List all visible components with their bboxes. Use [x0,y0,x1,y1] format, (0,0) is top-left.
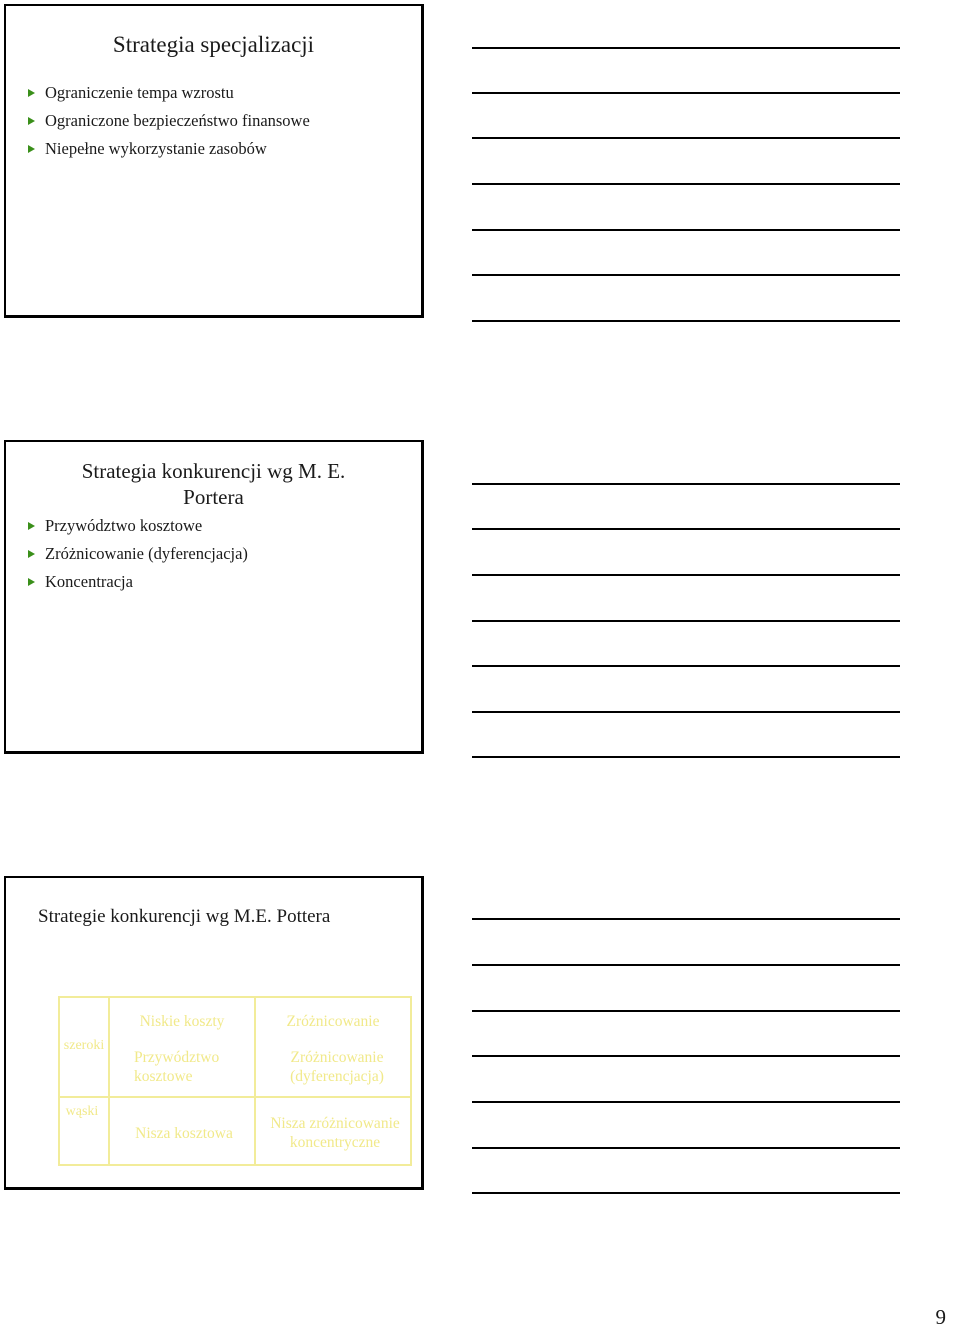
slide-2-title: Strategia konkurencji wg M. E. Portera [81,459,346,509]
note-line [472,137,900,139]
arrow-bullet-icon [28,521,36,531]
note-line [472,1147,900,1149]
note-line [472,756,900,758]
note-line [472,483,900,485]
slide-1 [4,4,424,318]
note-line [472,320,900,322]
page-number: 9 [935,1305,946,1329]
matrix-cell: Nisza kosztowa [135,1125,233,1142]
row-header: wąski [65,1104,99,1119]
list-item: Przywództwo kosztowe [28,512,248,540]
note-line [472,274,900,276]
slide-3-title: Strategie konkurencji wg M.E. Pottera [38,906,331,927]
arrow-bullet-icon [28,88,36,98]
list-item: Niepełne wykorzystanie zasobów [28,135,310,163]
note-line [472,918,900,920]
slide-1-title: Strategia specjalizacji [112,32,315,57]
slide-2 [4,440,424,754]
note-line [472,1055,900,1057]
matrix-divider [60,1096,410,1098]
list-item: Zróżnicowanie (dyferencjacja) [28,540,248,568]
note-line [472,665,900,667]
slide-2-bullets [28,512,248,596]
slide-1-bullets [28,79,310,163]
matrix-cell: Nisza zróżnicowanie koncentryczne [270,1115,400,1151]
note-line [472,229,900,231]
arrow-bullet-icon [28,116,36,126]
arrow-bullet-icon [28,577,36,587]
note-line [472,711,900,713]
list-item: Ograniczone bezpieczeństwo finansowe [28,107,310,135]
note-line [472,1101,900,1103]
column-header: Zróżnicowanie [286,1013,380,1030]
arrow-bullet-icon [28,144,36,154]
row-header: szeroki [63,1038,105,1053]
column-header: Niskie koszty [139,1013,225,1030]
note-line [472,183,900,185]
note-line [472,47,900,49]
note-line [472,574,900,576]
note-line [472,1010,900,1012]
strategy-matrix [58,996,412,1166]
matrix-cell: Przywództwo kosztowe [134,1049,220,1085]
note-line [472,528,900,530]
list-item: Ograniczenie tempa wzrostu [28,79,310,107]
note-line [472,964,900,966]
arrow-bullet-icon [28,549,36,559]
slide-3 [4,876,424,1190]
note-line [472,620,900,622]
note-line [472,92,900,94]
matrix-cell: Zróżnicowanie (dyferencjacja) [290,1049,384,1085]
list-item: Koncentracja [28,568,248,596]
note-line [472,1192,900,1194]
